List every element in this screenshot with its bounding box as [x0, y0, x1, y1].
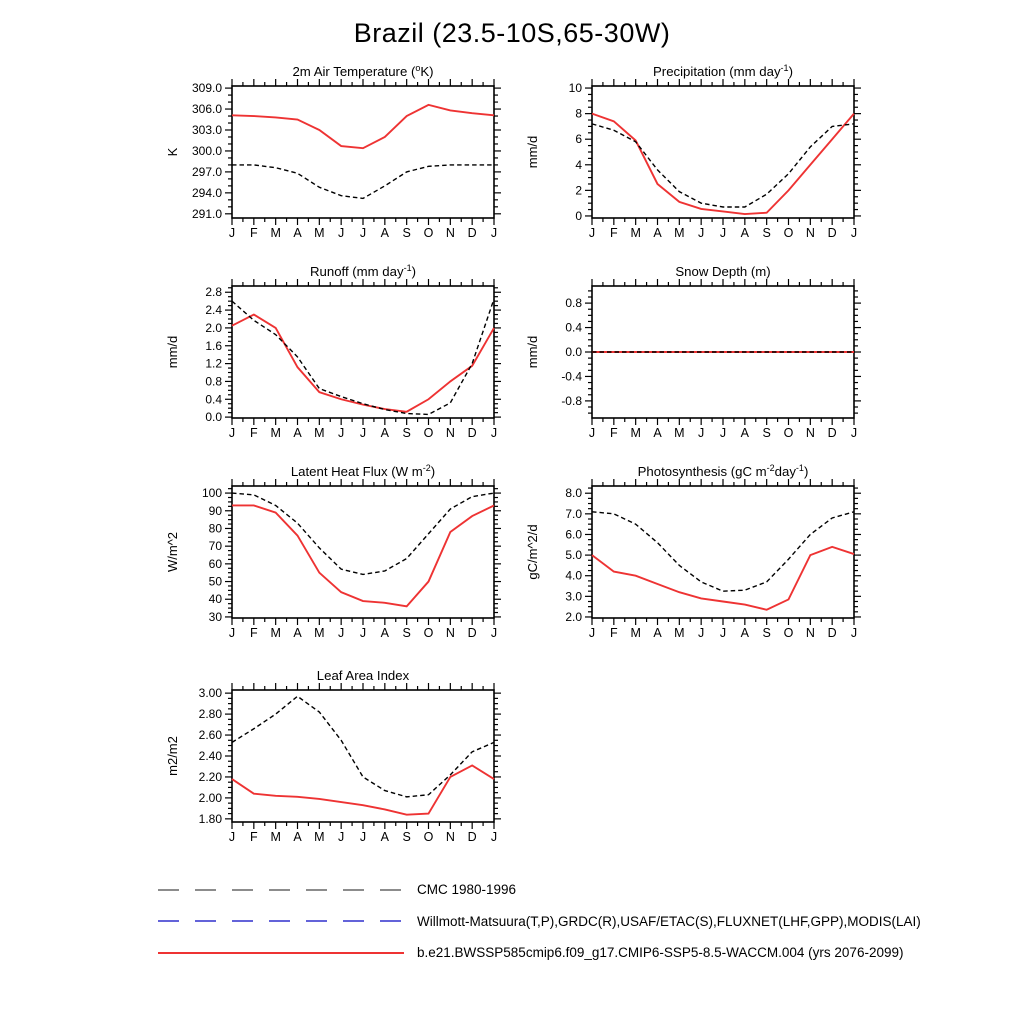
x-tick-label: O	[783, 426, 794, 440]
x-tick-label: O	[423, 830, 434, 844]
x-tick-label: O	[783, 226, 794, 240]
y-axis-label: mm/d	[525, 335, 540, 369]
x-tick-label: O	[423, 426, 434, 440]
x-tick-label: J	[228, 830, 236, 844]
x-tick-label: A	[293, 426, 302, 440]
y-axis-label: m2/m2	[165, 736, 180, 776]
plot-frame	[232, 690, 494, 822]
y-tick-label: 100	[201, 486, 222, 501]
x-tick-label: J	[490, 426, 498, 440]
x-tick-label: A	[653, 626, 662, 640]
x-tick-label: M	[674, 426, 685, 440]
x-tick-label: J	[588, 626, 596, 640]
legend-row-observations	[158, 906, 998, 938]
x-tick-label: S	[402, 226, 411, 240]
x-tick-label: S	[762, 426, 771, 440]
y-tick-label: 4.0	[565, 568, 582, 583]
legend	[158, 874, 998, 969]
model-line	[592, 114, 854, 214]
y-tick-label: 1.2	[205, 356, 222, 371]
tick-marks	[225, 479, 501, 625]
y-tick-label: 90	[208, 503, 222, 518]
chart-precipitation	[520, 62, 880, 262]
x-tick-label: M	[630, 426, 641, 440]
x-tick-label: N	[445, 830, 455, 844]
plot-frame	[232, 286, 494, 418]
model-line	[232, 105, 494, 148]
x-tick-label: S	[762, 226, 771, 240]
x-tick-label: J	[228, 626, 236, 640]
x-tick-label: A	[740, 226, 750, 240]
x-tick-label: M	[630, 626, 641, 640]
legend-label-cmc: CMC 1980-1996	[417, 882, 517, 898]
x-tick-label: J	[338, 226, 345, 240]
chart-title: Snow Depth (m)	[675, 264, 771, 279]
plot-frame	[592, 486, 854, 618]
x-tick-label: F	[610, 226, 618, 240]
chart-runoff	[160, 262, 520, 462]
x-tick-label: J	[850, 226, 858, 240]
chart-title: Leaf Area Index	[316, 668, 410, 683]
x-tick-label: J	[359, 830, 367, 844]
chart-svg	[520, 262, 880, 462]
y-tick-label: 2.8	[205, 285, 222, 300]
x-tick-label: J	[719, 226, 727, 240]
x-tick-label: J	[228, 226, 236, 240]
x-tick-label: J	[338, 626, 345, 640]
x-tick-label: F	[250, 626, 258, 640]
y-tick-label: 2.0	[205, 320, 222, 335]
x-tick-label: J	[850, 626, 858, 640]
x-tick-label: N	[445, 426, 455, 440]
chart-title: Runoff (mm day$^{-1}$)	[310, 263, 416, 279]
x-tick-label: M	[314, 426, 325, 440]
x-tick-label: N	[805, 426, 815, 440]
y-tick-label: -0.4	[561, 369, 582, 384]
legend-row-model	[158, 937, 998, 969]
plot-frame	[592, 86, 854, 218]
x-tick-label: M	[270, 426, 281, 440]
x-tick-label: J	[338, 830, 345, 844]
y-tick-label: 1.80	[198, 811, 222, 826]
x-tick-label: J	[490, 830, 498, 844]
y-tick-label: 0.8	[205, 374, 222, 389]
x-tick-label: M	[314, 626, 325, 640]
x-tick-label: M	[674, 626, 685, 640]
x-tick-label: J	[338, 426, 345, 440]
tick-marks	[225, 79, 501, 225]
legend-label-observations: Willmott-Matsuura(T,P),GRDC(R),USAF/ETAC(S),FLUXNET(LHF,GPP),MODIS(LAI)	[417, 913, 921, 929]
x-tick-label: J	[719, 426, 727, 440]
x-tick-label: S	[402, 830, 411, 844]
y-tick-label: 8.0	[565, 486, 582, 501]
x-tick-label: F	[250, 426, 258, 440]
y-tick-label: 297.0	[191, 164, 222, 179]
chart-2m-air-temperature	[160, 62, 520, 262]
x-tick-label: S	[402, 626, 411, 640]
y-tick-label: 0.4	[565, 320, 582, 335]
obs-line	[232, 299, 494, 415]
x-tick-label: J	[698, 226, 705, 240]
y-tick-label: 2.80	[198, 707, 222, 722]
x-tick-label: D	[827, 626, 837, 640]
tick-marks	[225, 683, 501, 829]
x-tick-label: M	[314, 830, 325, 844]
y-tick-label: 8	[575, 106, 582, 121]
page-title: Brazil (23.5-10S,65-30W)	[353, 18, 671, 48]
y-axis-label: W/m^2	[165, 531, 180, 573]
x-tick-label: A	[380, 426, 390, 440]
x-tick-label: D	[827, 426, 837, 440]
y-tick-label: 3.0	[565, 589, 582, 604]
y-tick-label: 2.60	[198, 728, 222, 743]
x-tick-label: D	[467, 830, 477, 844]
y-tick-label: 2.00	[198, 790, 222, 805]
y-tick-label: 30	[208, 609, 222, 624]
x-tick-label: M	[314, 226, 325, 240]
y-tick-label: 2.20	[198, 769, 222, 784]
y-axis-label: mm/d	[525, 135, 540, 169]
x-tick-label: J	[490, 626, 498, 640]
y-tick-label: 7.0	[565, 506, 582, 521]
chart-title: Photosynthesis (gC $m^{-2}day^{-1}$)	[637, 463, 809, 479]
obs-line	[232, 165, 494, 199]
x-tick-label: A	[380, 226, 390, 240]
x-tick-label: D	[827, 226, 837, 240]
x-tick-label: M	[630, 226, 641, 240]
x-tick-label: A	[293, 830, 302, 844]
obs-line	[232, 493, 494, 574]
x-tick-label: M	[270, 830, 281, 844]
model-line	[232, 315, 494, 412]
y-tick-label: 3.00	[198, 686, 222, 701]
y-tick-label: 0.0	[565, 345, 582, 359]
y-tick-label: 2	[575, 183, 582, 198]
chart-title: 2m Air Temperature ($^o$K)	[292, 63, 434, 79]
x-tick-label: A	[380, 830, 390, 844]
legend-line-cmc-dashed	[158, 889, 404, 891]
x-tick-label: M	[270, 226, 281, 240]
x-tick-label: A	[293, 626, 302, 640]
x-tick-label: S	[402, 426, 411, 440]
x-tick-label: F	[250, 830, 258, 844]
model-line	[232, 505, 494, 606]
y-tick-label: 10	[568, 81, 582, 96]
y-tick-label: 4	[575, 157, 582, 172]
x-tick-label: O	[423, 626, 434, 640]
x-tick-label: N	[805, 626, 815, 640]
y-tick-label: 309.0	[191, 81, 222, 96]
x-tick-label: J	[850, 426, 858, 440]
x-tick-label: J	[359, 626, 367, 640]
legend-label-model: b.e21.BWSSP585cmip6.f09_g17.CMIP6-SSP5-8.5-WACCM.004 (yrs 2076-2099)	[417, 945, 904, 961]
tick-marks	[225, 279, 501, 425]
model-line	[592, 547, 854, 610]
chart-photosynthesis	[520, 462, 880, 662]
x-tick-label: J	[359, 226, 367, 240]
chart-svg	[160, 62, 520, 262]
y-tick-label: 40	[208, 592, 222, 607]
y-tick-label: 294.0	[191, 185, 222, 200]
x-tick-label: S	[762, 626, 771, 640]
x-tick-label: J	[228, 426, 236, 440]
x-tick-label: M	[674, 226, 685, 240]
y-axis-label: mm/d	[165, 335, 180, 369]
y-tick-label: 0.8	[565, 296, 582, 311]
y-tick-label: 300.0	[191, 143, 222, 158]
x-tick-label: J	[588, 426, 596, 440]
chart-snow-depth	[520, 262, 880, 462]
x-tick-label: A	[653, 426, 662, 440]
x-tick-label: J	[359, 426, 367, 440]
y-tick-label: -0.8	[561, 393, 582, 408]
x-tick-label: J	[698, 426, 705, 440]
y-tick-label: 6.0	[565, 527, 582, 542]
x-tick-label: F	[610, 426, 618, 440]
legend-line-observations-dashed	[158, 920, 404, 922]
chart-svg	[160, 666, 520, 866]
obs-line	[232, 696, 494, 797]
chart-svg	[520, 62, 880, 262]
x-tick-label: N	[445, 226, 455, 240]
x-tick-label: J	[490, 226, 498, 240]
x-tick-label: J	[719, 626, 727, 640]
y-tick-label: 0.0	[205, 410, 222, 425]
x-tick-label: A	[740, 426, 750, 440]
y-tick-label: 2.40	[198, 749, 222, 763]
x-tick-label: A	[653, 226, 662, 240]
chart-leaf-area-index	[160, 666, 520, 866]
y-axis-label: gC/m^2/d	[525, 524, 540, 580]
x-tick-label: N	[805, 226, 815, 240]
x-tick-label: D	[467, 426, 477, 440]
chart-latent-heat-flux	[160, 462, 520, 662]
legend-line-model-solid	[158, 952, 404, 954]
y-tick-label: 2.0	[565, 609, 582, 624]
y-tick-label: 1.6	[205, 338, 222, 353]
x-tick-label: A	[740, 626, 750, 640]
y-tick-label: 80	[208, 521, 222, 536]
chart-title: Precipitation (mm day$^{-1}$)	[653, 63, 793, 79]
x-tick-label: A	[293, 226, 302, 240]
obs-line	[592, 512, 854, 591]
chart-title: Latent Heat Flux (W $m^{-2}$)	[290, 463, 436, 479]
x-tick-label: D	[467, 226, 477, 240]
y-tick-label: 50	[208, 574, 222, 589]
x-tick-label: A	[380, 626, 390, 640]
x-tick-label: M	[270, 626, 281, 640]
chart-svg	[160, 462, 520, 662]
y-tick-label: 60	[208, 556, 222, 571]
x-tick-label: D	[467, 626, 477, 640]
x-tick-label: F	[610, 626, 618, 640]
y-tick-label: 303.0	[191, 123, 222, 137]
y-tick-label: 6	[575, 132, 582, 147]
y-tick-label: 0.4	[205, 392, 222, 407]
chart-svg	[520, 462, 880, 662]
x-tick-label: O	[423, 226, 434, 240]
x-tick-label: J	[588, 226, 596, 240]
legend-row-cmc	[158, 874, 998, 906]
y-tick-label: 2.4	[205, 303, 222, 318]
y-axis-label: K	[165, 147, 180, 157]
tick-marks	[585, 79, 861, 225]
x-tick-label: F	[250, 226, 258, 240]
y-tick-label: 306.0	[191, 102, 222, 117]
y-tick-label: 70	[208, 539, 222, 554]
y-tick-label: 291.0	[191, 206, 222, 221]
y-tick-label: 0	[575, 208, 582, 223]
y-tick-label: 5.0	[565, 548, 582, 563]
x-tick-label: J	[698, 626, 705, 640]
x-tick-label: N	[445, 626, 455, 640]
chart-svg	[160, 262, 520, 462]
model-line	[232, 765, 494, 814]
x-tick-label: O	[783, 626, 794, 640]
